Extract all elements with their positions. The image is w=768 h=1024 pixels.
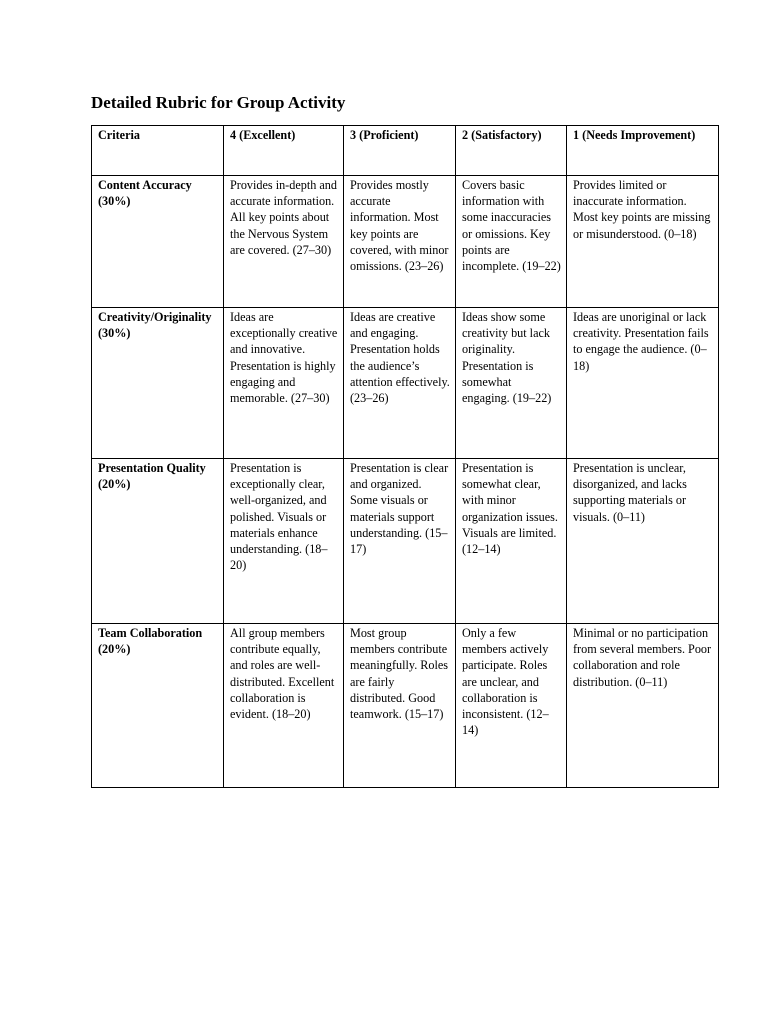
score-cell-excellent: Ideas are exceptionally creative and innovative. Presentation is highly engaging and memorable. (27–30) bbox=[224, 308, 344, 459]
rubric-table bbox=[91, 125, 719, 788]
criterion-cell bbox=[92, 459, 224, 624]
score-cell-proficient: Most group members contribute meaningfully. Roles are fairly distributed. Good teamwork. (15–17) bbox=[344, 624, 456, 788]
criterion-name: Creativity/Originality bbox=[98, 310, 212, 324]
score-cell-satisfactory: Ideas show some creativity but lack originality. Presentation is somewhat engaging. (19–22) bbox=[456, 308, 567, 459]
score-cell-satisfactory: Only a few members actively participate. Roles are unclear, and collaboration is inconsistent. (12–14) bbox=[456, 624, 567, 788]
score-cell-excellent: Presentation is exceptionally clear, well-organized, and polished. Visuals or materials enhance understanding. (18–20) bbox=[224, 459, 344, 624]
criterion-weight: (30%) bbox=[98, 326, 131, 341]
page-title: Detailed Rubric for Group Activity bbox=[91, 93, 346, 112]
criterion-weight: (30%) bbox=[98, 194, 131, 209]
criterion-weight: (20%) bbox=[98, 477, 131, 492]
header-needs-improvement: 1 (Needs Improvement) bbox=[567, 126, 719, 176]
score-cell-proficient: Provides mostly accurate information. Most key points are covered, with minor omissions. (23–26) bbox=[344, 176, 456, 308]
score-cell-excellent: Provides in-depth and accurate information. All key points about the Nervous System are covered. (27–30) bbox=[224, 176, 344, 308]
criterion-cell bbox=[92, 308, 224, 459]
score-cell-proficient: Ideas are creative and engaging. Presentation holds the audience’s attention effectively. (23–26) bbox=[344, 308, 456, 459]
criterion-name: Content Accuracy bbox=[98, 178, 192, 192]
table-row bbox=[92, 624, 719, 788]
table-row bbox=[92, 308, 719, 459]
table-row bbox=[92, 459, 719, 624]
criterion-name: Presentation Quality bbox=[98, 461, 206, 475]
score-cell-needs-improvement: Presentation is unclear, disorganized, and lacks supporting materials or visuals. (0–11) bbox=[567, 459, 719, 624]
criterion-weight: (20%) bbox=[98, 642, 131, 657]
score-cell-needs-improvement: Provides limited or inaccurate information. Most key points are missing or misunderstood. (0–18) bbox=[567, 176, 719, 308]
score-cell-satisfactory: Presentation is somewhat clear, with minor organization issues. Visuals are limited. (12–14) bbox=[456, 459, 567, 624]
criterion-cell bbox=[92, 176, 224, 308]
criterion-name: Team Collaboration bbox=[98, 626, 203, 640]
header-criteria: Criteria bbox=[92, 126, 224, 176]
score-cell-needs-improvement: Ideas are unoriginal or lack creativity. Presentation fails to engage the audience. (0–18) bbox=[567, 308, 719, 459]
table-row bbox=[92, 176, 719, 308]
header-satisfactory: 2 (Satisfactory) bbox=[456, 126, 567, 176]
score-cell-satisfactory: Covers basic information with some inaccuracies or omissions. Key points are incomplete. (19–22) bbox=[456, 176, 567, 308]
score-cell-needs-improvement: Minimal or no participation from several members. Poor collaboration and role distribution. (0–11) bbox=[567, 624, 719, 788]
score-cell-proficient: Presentation is clear and organized. Some visuals or materials support understanding. (15–17) bbox=[344, 459, 456, 624]
score-cell-excellent: All group members contribute equally, and roles are well-distributed. Excellent collaboration is evident. (18–20) bbox=[224, 624, 344, 788]
table-header-row bbox=[92, 126, 719, 176]
header-proficient: 3 (Proficient) bbox=[344, 126, 456, 176]
criterion-cell bbox=[92, 624, 224, 788]
header-excellent: 4 (Excellent) bbox=[224, 126, 344, 176]
